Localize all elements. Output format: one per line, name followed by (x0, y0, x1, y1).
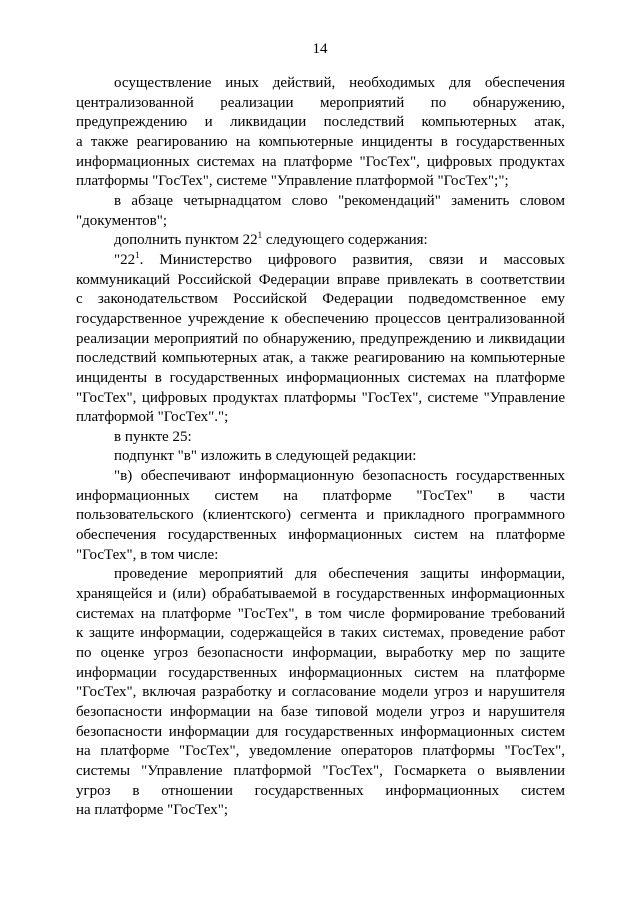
text-line-content: последствий компьютерных атак, а также реагированию на компьютерные (76, 350, 565, 367)
page-number: 14 (312, 41, 328, 57)
text-line (76, 330, 565, 350)
text-line (76, 212, 565, 232)
text-line (76, 290, 565, 310)
text-line (76, 447, 565, 467)
text-line-content: информационных систем на платформе "ГосТех" в части (76, 487, 565, 504)
text-line (76, 349, 565, 369)
text-line (76, 172, 565, 192)
text-line-content: а также реагированию на компьютерные инциденты в государственных (76, 133, 565, 150)
document-body (76, 74, 565, 821)
text-line (76, 133, 565, 153)
text-line (76, 251, 565, 271)
text-line (76, 94, 565, 114)
text-line (76, 153, 565, 173)
text-line (76, 546, 565, 566)
text-line-content: системы "Управление платформой "ГосТех", Госмаркета о выявлении (76, 762, 565, 779)
text-line-content: безопасности информации для государственных информационных систем (76, 723, 565, 740)
text-line (76, 664, 565, 684)
text-line (76, 742, 565, 762)
text-line-content: платформы "ГосТех", системе "Управление платформой "ГосТех";"; (76, 173, 509, 190)
text-line-content: реализации мероприятий по обнаружению, предупреждению и ликвидации (76, 330, 565, 347)
text-line-content: информации государственных информационных систем на платформе (76, 664, 565, 681)
text-line-content: централизованной реализации мероприятий по обнаружению, (76, 94, 565, 111)
text-line (76, 271, 565, 291)
text-line (76, 369, 565, 389)
text-line-content: коммуникаций Российской Федерации вправе привлекать в соответствии (76, 271, 565, 288)
text-line-continuation: следующего содержания: (262, 232, 428, 249)
text-line (76, 723, 565, 743)
text-line (76, 526, 565, 546)
text-line-content: "22 (114, 251, 136, 268)
text-line (76, 762, 565, 782)
text-line-content: системах на платформе "ГосТех", в том числе формирование требований (76, 605, 565, 622)
text-line-content: осуществление иных действий, необходимых для обеспечения (114, 75, 565, 91)
text-line-content: подпункт "в" изложить в следующей редакции: (114, 448, 417, 465)
text-line-content: пользовательского (клиентского) сегмента и прикладного программного (76, 507, 565, 524)
text-line (76, 801, 565, 821)
text-line-content: "ГосТех", в том числе: (76, 546, 219, 563)
text-line (76, 506, 565, 526)
text-line (76, 113, 565, 133)
text-line-content: государственное учреждение к обеспечению процессов централизованной (76, 310, 565, 327)
text-line-content: обеспечения государственных информационных систем на платформе (76, 527, 565, 544)
text-line (76, 467, 565, 487)
text-line-continuation: . Министерство цифрового развития, связи и массовых (139, 251, 565, 268)
text-line (76, 408, 565, 428)
text-line-content: платформой "ГосТех"."; (76, 409, 229, 426)
text-line-content: информационных системах на платформе "ГосТех", цифровых продуктах (76, 153, 565, 170)
text-line-content: с законодательством Российской Федерации подведомственное ему (76, 291, 565, 308)
text-line-content: на платформе "ГосТех"; (76, 802, 229, 819)
superscript-index: 1 (135, 249, 140, 260)
text-line (76, 683, 565, 703)
text-line (76, 487, 565, 507)
text-line (76, 624, 565, 644)
text-line (76, 565, 565, 585)
text-line-content: "ГосТех", цифровых продуктах платформы "ГосТех", системе "Управление (76, 389, 565, 406)
text-line-content: "ГосТех", включая разработку и согласование модели угроз и нарушителя (76, 684, 565, 701)
text-line-content: хранящейся и (или) обрабатываемой в государственных информационных (76, 586, 565, 603)
text-line-content: по оценке угроз безопасности информации, выработку мер по защите (76, 645, 565, 662)
text-line-content: на платформе "ГосТех", уведомление операторов платформы "ГосТех", (76, 743, 565, 760)
text-line-content: угроз в отношении государственных информационных систем (76, 782, 565, 799)
text-line-content: дополнить пунктом 22 (114, 232, 258, 249)
text-line (76, 310, 565, 330)
text-line-content: в абзаце четырнадцатом слово "рекомендаций" заменить словом (114, 192, 565, 209)
text-line-content: "в) обеспечивают информационную безопасность государственных (114, 468, 565, 485)
text-line (76, 703, 565, 723)
text-line (76, 585, 565, 605)
text-line-content: инциденты в государственных информационных системах на платформе (76, 369, 565, 386)
text-line (76, 605, 565, 625)
text-line-content: в пункте 25: (114, 428, 192, 445)
text-line (76, 192, 565, 212)
text-line-content: предупреждению и ликвидации последствий компьютерных атак, (76, 114, 565, 131)
text-line (76, 389, 565, 409)
text-line-content: безопасности информации на базе типовой модели угроз и нарушителя (76, 704, 565, 720)
text-line-content: проведение мероприятий для обеспечения защиты информации, (114, 566, 565, 583)
text-line (76, 644, 565, 664)
superscript-index: 1 (257, 230, 263, 241)
text-line-content: к защите информации, содержащейся в таких системах, проведение работ (76, 625, 565, 642)
text-line (76, 231, 565, 251)
text-line (76, 782, 565, 802)
text-line (76, 74, 565, 94)
text-line-content: "документов"; (76, 212, 168, 229)
text-line (76, 428, 565, 448)
